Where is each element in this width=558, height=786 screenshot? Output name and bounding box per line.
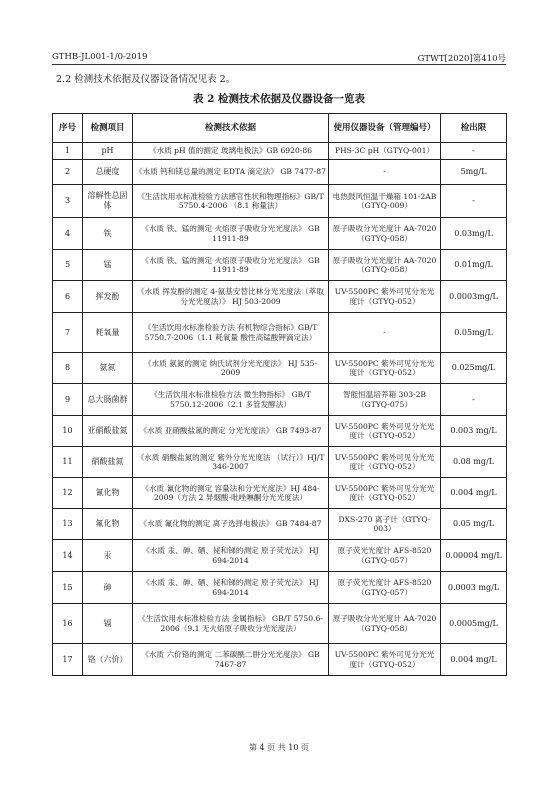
col-header-item: 检测项目 <box>83 114 133 143</box>
cell-no: 8 <box>53 353 83 384</box>
cell-item: 总硬度 <box>83 160 133 185</box>
cell-basis: 《水质 汞、砷、硒、铋和锑的测定 原子荧光法》 HJ 694-2014 <box>133 540 329 572</box>
cell-limit: 0.025mg/L <box>441 353 507 384</box>
cell-no: 9 <box>53 384 83 416</box>
cell-equipment: 原子荧光光度计 AFS-8520（GTYQ-057） <box>329 540 441 572</box>
methods-equipment-table <box>52 113 507 676</box>
cell-limit: 0.00004 mg/L <box>441 540 507 572</box>
cell-basis: 《水质 氰化物的测定 容量法和分光光度法》HJ 484-2009（方法 2 异烟酸-吡唑啉酮分光光度法） <box>133 478 329 509</box>
cell-basis: 《水质 钙和镁总量的测定 EDTA 滴定法》 GB 7477-87 <box>133 160 329 185</box>
table-row <box>53 604 507 644</box>
cell-basis: 《水质 铁、锰的测定 火焰原子吸收分光光度法》 GB 11911-89 <box>133 218 329 250</box>
cell-item: 溶解性总固体 <box>83 185 133 218</box>
cell-item: 挥发酚 <box>83 281 133 313</box>
cell-no: 17 <box>53 644 83 676</box>
table-row <box>53 416 507 447</box>
cell-limit: - <box>441 384 507 416</box>
cell-item: 汞 <box>83 540 133 572</box>
section-intro: 2.2 检测技术依据及仪器设备情况见表 2。 <box>56 74 236 85</box>
header-report-number: GTWT[2020]第410号 <box>417 54 506 64</box>
cell-equipment: - <box>329 313 441 353</box>
cell-limit: 0.004 mg/L <box>441 644 507 676</box>
cell-item: 氟化物 <box>83 509 133 540</box>
cell-no: 10 <box>53 416 83 447</box>
header-doc-code: GTHB-JL001-1/0-2019 <box>52 52 148 62</box>
table-row <box>53 250 507 281</box>
cell-no: 3 <box>53 185 83 218</box>
col-header-equipment: 使用仪器设备（管理编号） <box>329 114 441 143</box>
cell-limit: - <box>441 143 507 160</box>
cell-equipment: UV-5500PC 紫外可见分光光度计（GTYQ-052） <box>329 644 441 676</box>
cell-basis: 《水质 六价铬的测定 二苯碳酰二肼分光光度法》 GB 7467-87 <box>133 644 329 676</box>
cell-item: 铁 <box>83 218 133 250</box>
cell-equipment: - <box>329 160 441 185</box>
cell-limit: 0.05mg/L <box>441 313 507 353</box>
cell-basis: 《水质 挥发酚的测定 4-氨基安替比林分光光度法（萃取分光光度法）》 HJ 503-2009 <box>133 281 329 313</box>
cell-no: 16 <box>53 604 83 644</box>
cell-equipment: UV-5500PC 紫外可见分光光度计（GTYQ-052） <box>329 416 441 447</box>
cell-basis: 《生活饮用水标准检验方法 金属指标》 GB/T 5750.6-2006（9.1 无火焰原子吸收分光光度法） <box>133 604 329 644</box>
cell-basis: 《水质 铁、锰的测定 火焰原子吸收分光光度法》 GB 11911-89 <box>133 250 329 281</box>
cell-no: 2 <box>53 160 83 185</box>
cell-equipment: 原子吸收分光光度计 AA-7020（GTYQ-058） <box>329 604 441 644</box>
cell-basis: 《水质 pH 值的测定 玻璃电极法》GB 6920-86 <box>133 143 329 160</box>
table-row <box>53 509 507 540</box>
cell-no: 1 <box>53 143 83 160</box>
cell-item: 硝酸盐氮 <box>83 447 133 478</box>
table-row <box>53 644 507 676</box>
cell-item: 亚硝酸盐氮 <box>83 416 133 447</box>
table-row <box>53 384 507 416</box>
cell-no: 12 <box>53 478 83 509</box>
cell-equipment: UV-5500PC 紫外可见分光光度计（GTYQ-052） <box>329 281 441 313</box>
cell-limit: - <box>441 185 507 218</box>
cell-no: 13 <box>53 509 83 540</box>
cell-limit: 0.0005mg/L <box>441 604 507 644</box>
cell-basis: 《水质 氨氮的测定 纳氏试剂分光光度法》 HJ 535-2009 <box>133 353 329 384</box>
cell-limit: 0.0003mg/L <box>441 281 507 313</box>
table-row <box>53 143 507 160</box>
table-row <box>53 540 507 572</box>
cell-item: 锰 <box>83 250 133 281</box>
cell-equipment: 电热鼓风恒温干燥箱 101-2AB（GTYQ-009） <box>329 185 441 218</box>
cell-limit: 0.01mg/L <box>441 250 507 281</box>
col-header-basis: 检测技术依据 <box>133 114 329 143</box>
header-divider <box>52 64 506 65</box>
cell-no: 15 <box>53 572 83 604</box>
cell-limit: 0.03mg/L <box>441 218 507 250</box>
cell-equipment: PHS-3C pH（GTYQ-001） <box>329 143 441 160</box>
cell-equipment: 原子吸收分光光度计 AA-7020（GTYQ-058） <box>329 218 441 250</box>
cell-equipment: DXS-270 离子计（GTYQ-003） <box>329 509 441 540</box>
cell-limit: 0.003 mg/L <box>441 416 507 447</box>
cell-item: 铬（六价） <box>83 644 133 676</box>
table-row <box>53 185 507 218</box>
cell-basis: 《生活饮用水标准检验方法感官性状和物理指标》GB/T 5750.4-2006 （8.1 称量法） <box>133 185 329 218</box>
cell-limit: 5mg/L <box>441 160 507 185</box>
cell-basis: 《水质 汞、砷、硒、铋和锑的测定 原子荧光法》 HJ 694-2014 <box>133 572 329 604</box>
table-row <box>53 353 507 384</box>
cell-basis: 《水质 硝酸盐氮的测定 紫外分光光度法 （试行）》HJ/T 346-2007 <box>133 447 329 478</box>
cell-no: 6 <box>53 281 83 313</box>
cell-item: 镉 <box>83 604 133 644</box>
cell-equipment: UV-5500PC 紫外可见分光光度计（GTYQ-052） <box>329 447 441 478</box>
table-row <box>53 447 507 478</box>
table-row <box>53 572 507 604</box>
cell-equipment: 原子荧光光度计 AFS-8520（GTYQ-057） <box>329 572 441 604</box>
cell-equipment: UV-5500PC 紫外可见分光光度计（GTYQ-052） <box>329 478 441 509</box>
cell-no: 11 <box>53 447 83 478</box>
cell-no: 14 <box>53 540 83 572</box>
cell-basis: 《生活饮用水标准检验方法 有机物综合指标》GB/T 5750.7-2006（1.1 耗氧量 酸性高锰酸钾滴定法） <box>133 313 329 353</box>
col-header-limit: 检出限 <box>441 114 507 143</box>
table-row <box>53 313 507 353</box>
cell-limit: 0.0003 mg/L <box>441 572 507 604</box>
cell-item: 氨氮 <box>83 353 133 384</box>
cell-equipment: UV-5500PC 紫外可见分光光度计（GTYQ-052） <box>329 353 441 384</box>
cell-equipment: 原子吸收分光光度计 AA-7020（GTYQ-058） <box>329 250 441 281</box>
cell-no: 5 <box>53 250 83 281</box>
table-header-row <box>53 114 507 143</box>
cell-item: 耗氧量 <box>83 313 133 353</box>
table-caption: 表 2 检测技术依据及仪器设备一览表 <box>192 93 366 105</box>
page-number: 第 4 页 共 10 页 <box>249 743 309 752</box>
table-row <box>53 281 507 313</box>
cell-basis: 《生活饮用水标准检验方法 微生物指标》 GB/T 5750.12-2006（2.1 多管发酵法） <box>133 384 329 416</box>
col-header-no: 序号 <box>53 114 83 143</box>
cell-limit: 0.08 mg/L <box>441 447 507 478</box>
cell-basis: 《水质 氟化物的测定 离子选择电极法》 GB 7484-87 <box>133 509 329 540</box>
cell-item: 总大肠菌群 <box>83 384 133 416</box>
cell-item: pH <box>83 143 133 160</box>
cell-limit: 0.004 mg/L <box>441 478 507 509</box>
cell-basis: 《水质 亚硝酸盐氮的测定 分光光度法》 GB 7493-87 <box>133 416 329 447</box>
table-row <box>53 478 507 509</box>
cell-item: 砷 <box>83 572 133 604</box>
table-row <box>53 160 507 185</box>
cell-item: 氰化物 <box>83 478 133 509</box>
cell-limit: 0.05 mg/L <box>441 509 507 540</box>
table-row <box>53 218 507 250</box>
cell-no: 7 <box>53 313 83 353</box>
cell-equipment: 智能恒温培养箱 303-2B（GTYQ-075） <box>329 384 441 416</box>
cell-no: 4 <box>53 218 83 250</box>
